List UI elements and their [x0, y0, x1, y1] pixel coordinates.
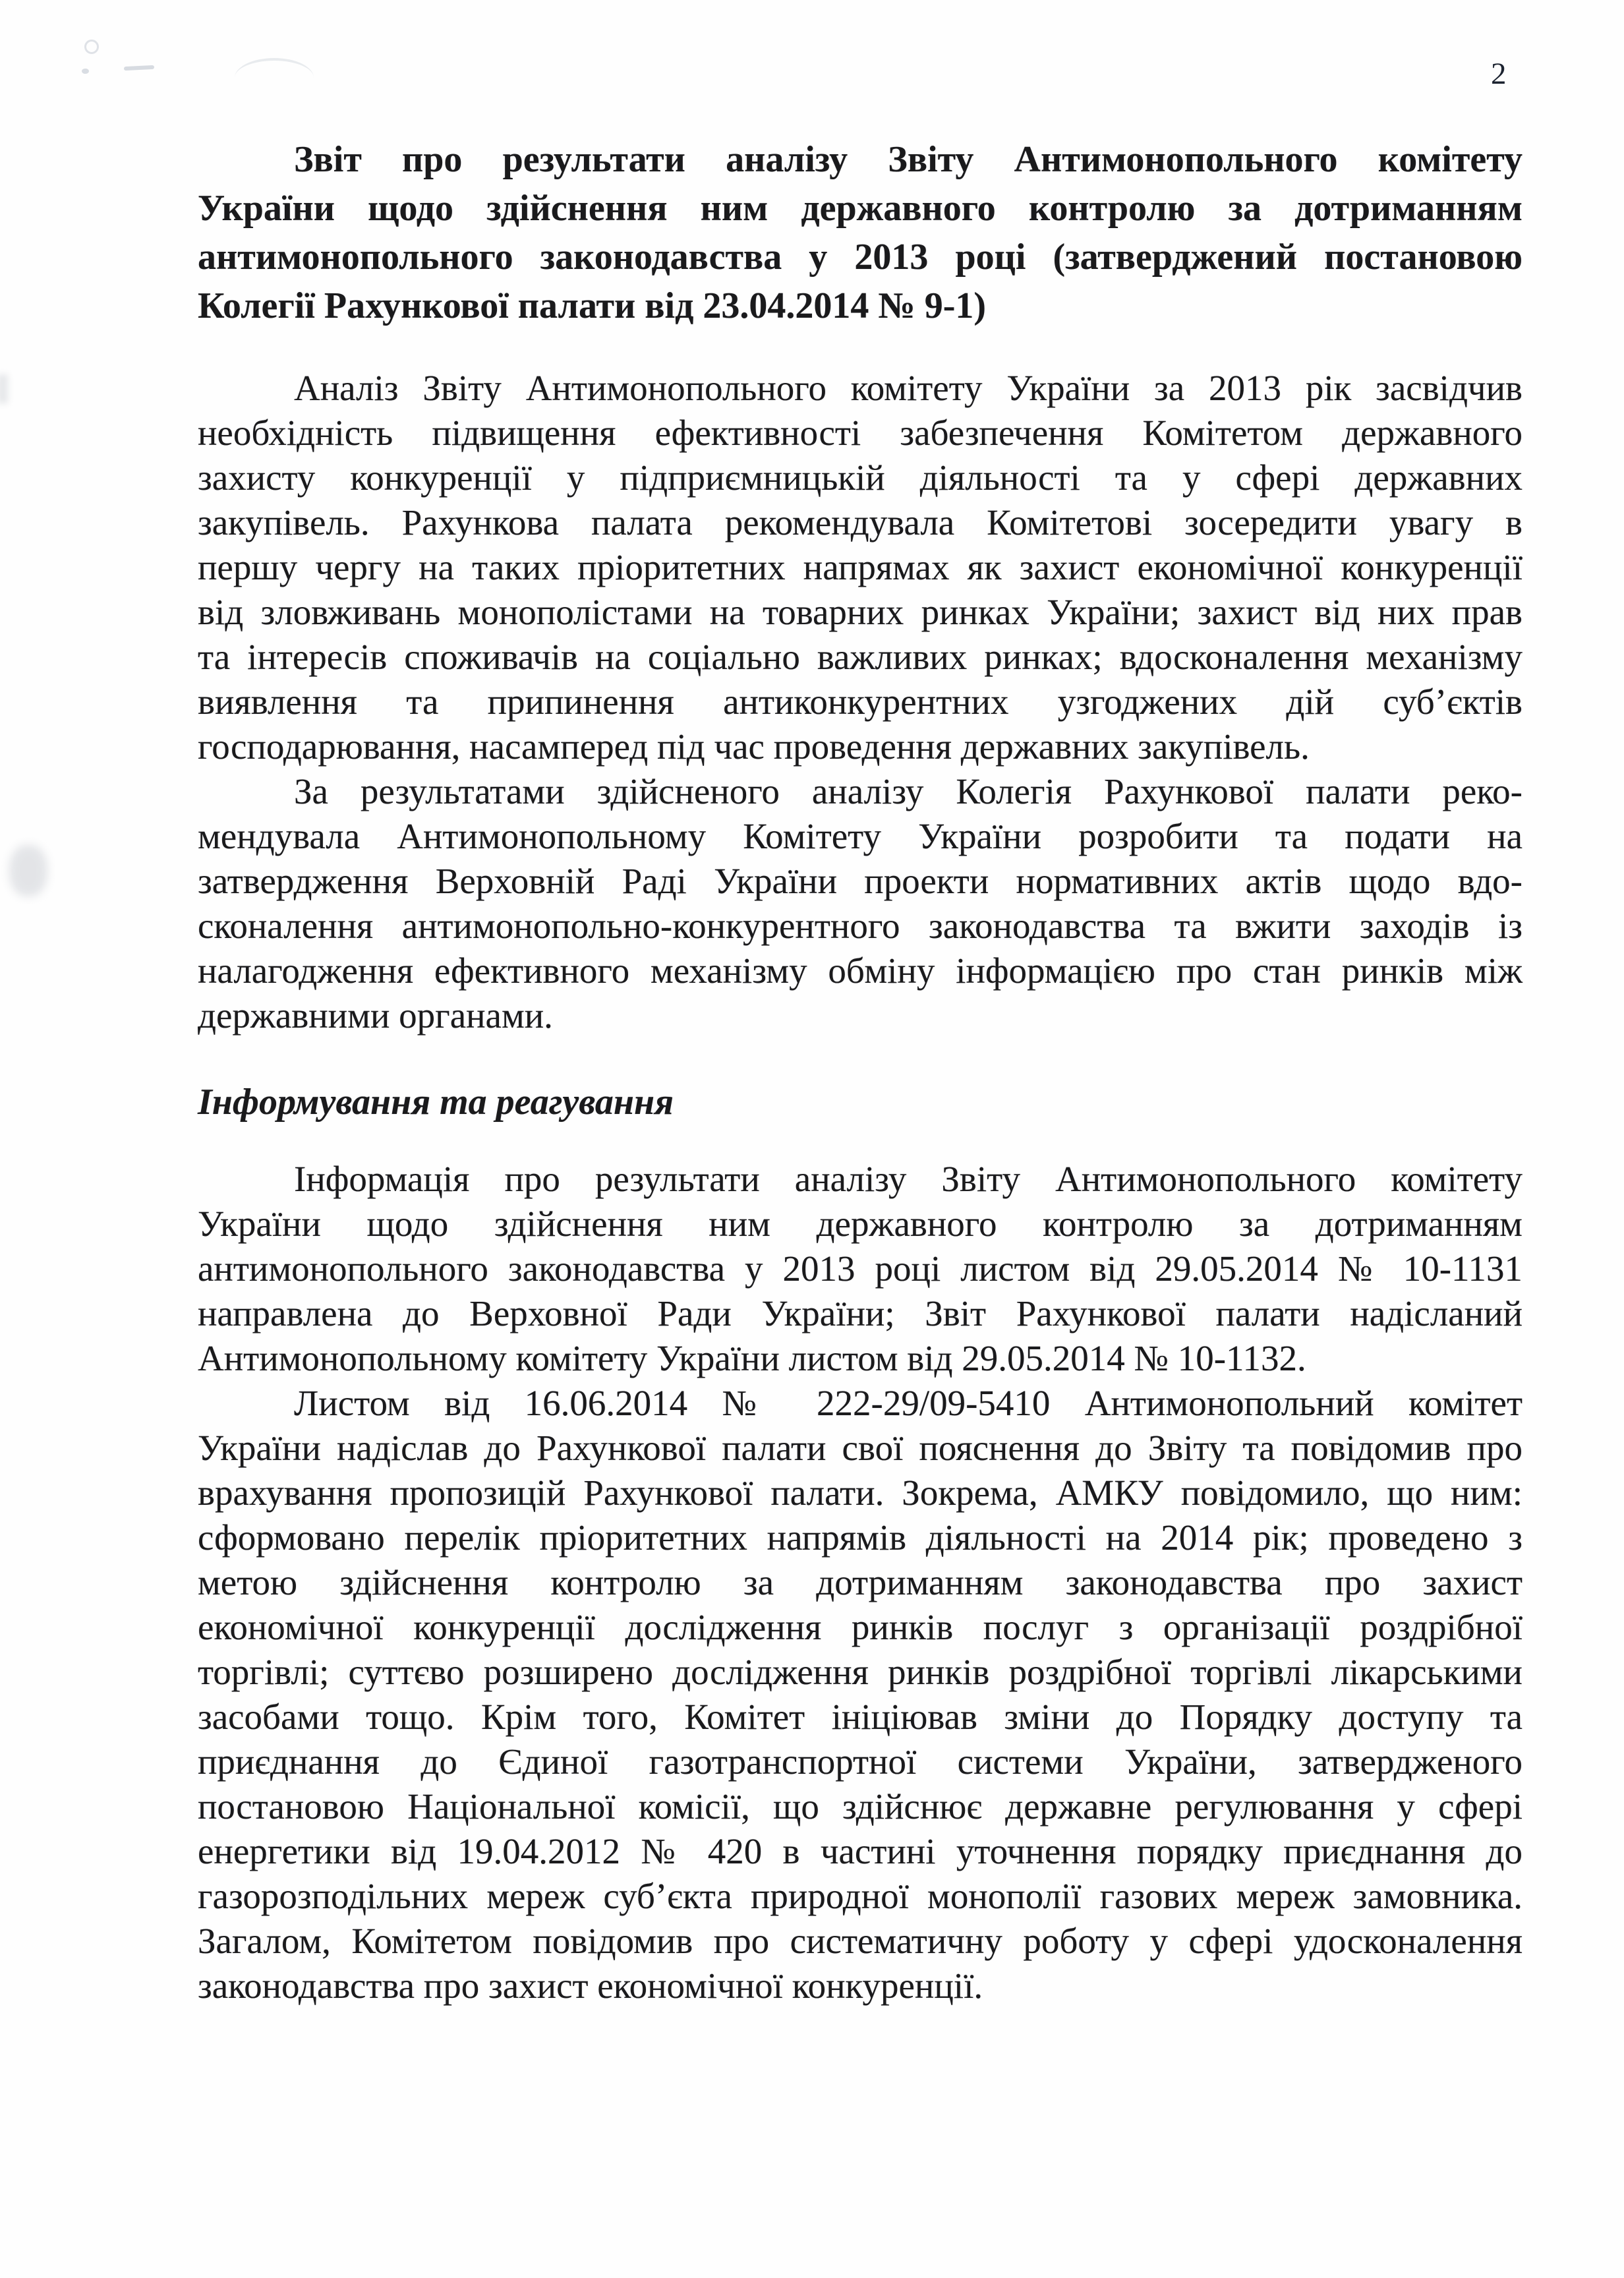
text-line: направлена до Верховної Ради України; Звіт Рахункової палати надісланий — [198, 1293, 1522, 1333]
scan-artifact — [84, 40, 99, 54]
text-line: засобами тощо. Крім того, Комітет ініціював зміни до Порядку доступу та — [198, 1697, 1522, 1737]
text-line: налагодження ефективного механізму обміну інформацією про стан ринків між — [198, 950, 1522, 991]
text-line: Антимонопольному комітету України листом від 29.05.2014 № 10-1132. — [198, 1338, 1306, 1378]
document-content — [198, 135, 1522, 2008]
text-line: державними органами. — [198, 995, 553, 1036]
text-line: Інформація про результати аналізу Звіту Антимонопольного комітету — [294, 1159, 1522, 1199]
text-line: України надіслав до Рахункової палати свої пояснення до Звіту та повідомив про — [198, 1428, 1522, 1468]
text-line: та інтересів споживачів на соціально важливих ринках; вдосконалення механізму — [198, 637, 1522, 677]
text-line: першу чергу на таких пріоритетних напрямах як захист економічної конкуренції — [198, 547, 1522, 587]
text-line: України щодо здійснення ним державного контролю за дотриманням — [198, 1204, 1522, 1244]
paragraph-committee-reply — [198, 1381, 1522, 2008]
text-line: Аналіз Звіту Антимонопольного комітету України за 2013 рік засвідчив — [294, 368, 1522, 408]
text-line: затвердження Верховній Раді України проекти нормативних актів щодо вдо- — [198, 861, 1522, 901]
text-line: захисту конкуренції у підприємницькій діяльності та у сфері державних — [198, 457, 1522, 498]
text-line: України щодо здійснення ним державного контролю за дотриманням — [198, 188, 1522, 229]
text-line: від зловживань монополістами на товарних ринках України; захист від них прав — [198, 592, 1522, 632]
text-line: метою здійснення контролю за дотриманням законодавства про захист — [198, 1562, 1522, 1602]
text-line: Листом від 16.06.2014 № 222-29/09-5410 Антимонопольний комітет — [294, 1383, 1522, 1423]
section-heading-informing-response: Інформування та реагування — [198, 1082, 674, 1123]
scan-artifact — [9, 845, 47, 896]
text-line: господарювання, насамперед під час проведення державних закупівель. — [198, 726, 1310, 767]
page-number: 2 — [1491, 57, 1507, 91]
text-line: За результатами здійсненого аналізу Колегія Рахункової палати реко- — [294, 771, 1522, 811]
text-line: торгівлі; суттєво розширено дослідження ринків роздрібної торгівлі лікарськими — [198, 1652, 1522, 1692]
text-line: сконалення антимонопольно-конкурентного законодавства та вжити заходів із — [198, 906, 1522, 946]
paragraph-analysis-summary — [198, 366, 1522, 769]
scan-artifact — [124, 65, 154, 71]
paragraph-information-sent — [198, 1157, 1522, 1381]
text-line: газорозподільних мереж суб’єкта природної монополії газових мереж замовника. — [198, 1876, 1522, 1916]
text-line: Звіт про результати аналізу Звіту Антимонопольного комітету — [294, 139, 1522, 180]
report-title — [198, 135, 1522, 330]
text-line: антимонопольного законодавства у 2013 році листом від 29.05.2014 № 10-1131 — [198, 1248, 1522, 1289]
text-line: антимонопольного законодавства у 2013 році (затверджений постановою — [198, 237, 1522, 277]
text-line: мендувала Антимонопольному Комітету України розробити та подати на — [198, 816, 1522, 856]
scan-artifact — [82, 69, 89, 74]
text-line: енергетики від 19.04.2012 № 420 в частині уточнення порядку приєднання до — [198, 1831, 1522, 1871]
text-line: Загалом, Комітетом повідомив про систематичну роботу у сфері удосконалення — [198, 1921, 1522, 1961]
scan-artifact — [0, 374, 8, 403]
text-line: законодавства про захист економічної конкуренції. — [198, 1966, 983, 2006]
text-line: Колегії Рахункової палати від 23.04.2014 № 9-1) — [198, 285, 986, 326]
text-line: сформовано перелік пріоритетних напрямів діяльності на 2014 рік; проведено з — [198, 1517, 1522, 1558]
text-line: необхідність підвищення ефективності забезпечення Комітетом державного — [198, 413, 1522, 453]
text-line: економічної конкуренції дослідження ринків послуг з організації роздрібної — [198, 1607, 1522, 1647]
text-line: постановою Національної комісії, що здійснює державне регулювання у сфері — [198, 1786, 1522, 1826]
text-line: врахування пропозицій Рахункової палати. Зокрема, АМКУ повідомило, що ним: — [198, 1473, 1522, 1513]
text-line: виявлення та припинення антиконкурентних узгоджених дій суб’єктів — [198, 682, 1522, 722]
text-line: приєднання до Єдиної газотранспортної системи України, затвердженого — [198, 1741, 1522, 1782]
paragraph-recommendations — [198, 769, 1522, 1038]
text-line: закупівель. Рахункова палата рекомендувала Комітетові зосередити увагу в — [198, 502, 1522, 542]
scan-artifact — [235, 58, 314, 78]
